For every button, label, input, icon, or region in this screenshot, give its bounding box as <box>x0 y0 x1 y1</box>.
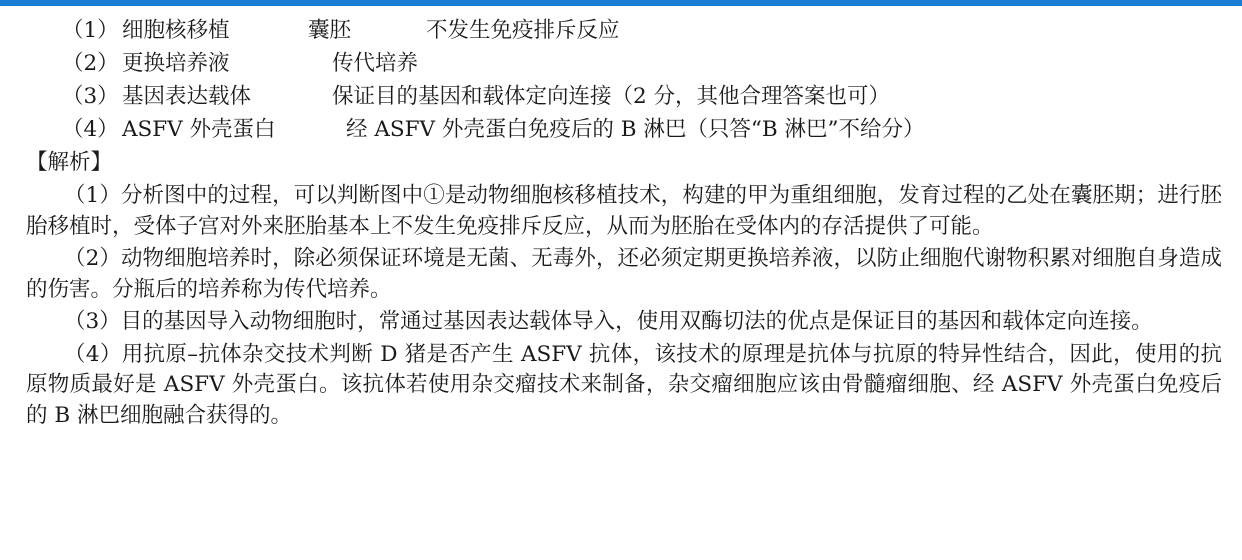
answer-part-b: 保证目的基因和载体定向连接（2 分，其他合理答案也可） <box>332 84 891 109</box>
answer-number: （1） <box>62 18 119 43</box>
answer-part-b: 囊胚 <box>308 18 352 43</box>
answer-line-1 <box>26 14 1222 47</box>
top-accent-bar <box>0 0 1242 6</box>
answer-number: （3） <box>62 84 119 109</box>
analysis-paragraph-3: （3）目的基因导入动物细胞时，常通过基因表达载体导入，使用双酶切法的优点是保证目的基因和载体定向连接。 <box>64 309 1153 334</box>
answer-number: （2） <box>62 51 119 76</box>
answer-part-a: 更换培养液 <box>122 51 230 76</box>
answer-part-a: ASFV 外壳蛋白 <box>122 117 276 142</box>
answer-part-c: 不发生免疫排斥反应 <box>426 18 620 43</box>
answer-part-a: 基因表达载体 <box>122 84 252 109</box>
analysis-paragraph-1: （1）分析图中的过程，可以判断图中①是动物细胞核移植技术，构建的甲为重组细胞，发育过程的乙处在囊胚期；进行胚胎移植时，受体子宫对外来胚胎基本上不发生免疫排斥反应，从而为胚胎在受体内的存活提供了可能。 <box>26 183 1222 239</box>
answer-line-2 <box>26 47 1222 80</box>
answer-part-a: 细胞核移植 <box>122 18 230 43</box>
answer-document <box>26 14 1222 431</box>
analysis-paragraph-4: （4）用抗原–抗体杂交技术判断 D 猪是否产生 ASFV 抗体，该技术的原理是抗体与抗原的特异性结合，因此，使用的抗原物质最好是 ASFV 外壳蛋白。该抗体若使用杂交瘤技术来制备，杂交瘤细胞应该由骨髓瘤细胞、经 ASFV 外壳蛋白免疫后的 B 淋巴细胞融合获得的。 <box>26 341 1222 428</box>
answer-number: （4） <box>62 117 119 142</box>
answer-part-b: 传代培养 <box>332 51 419 76</box>
analysis-heading: 【解析】 <box>26 150 113 175</box>
answer-line-3 <box>26 80 1222 113</box>
analysis-paragraph-2: （2）动物细胞培养时，除必须保证环境是无菌、无毒外，还必须定期更换培养液，以防止细胞代谢物积累对细胞自身造成的伤害。分瓶后的培养称为传代培养。 <box>26 246 1222 302</box>
answer-line-4 <box>26 113 1222 146</box>
answer-part-b: 经 ASFV 外壳蛋白免疫后的 B 淋巴（只答“B 淋巴”不给分） <box>346 117 925 142</box>
